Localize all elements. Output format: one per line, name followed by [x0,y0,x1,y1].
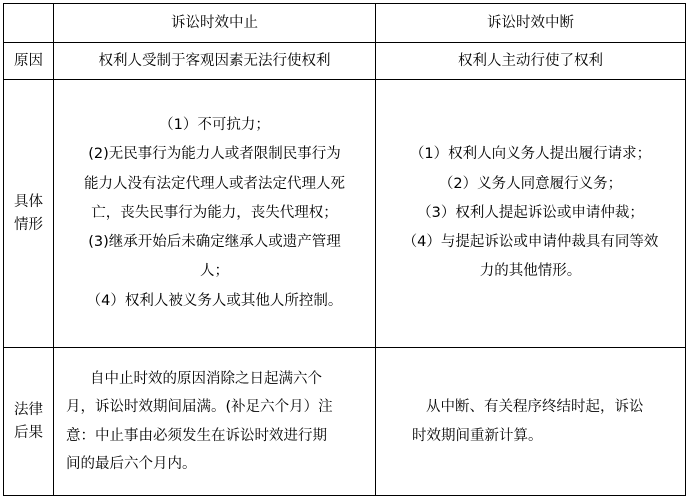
cases-interruption-line: 力的其他情形。 [479,263,582,280]
cases-label [4,80,54,348]
cases-interruption-line: （4）与提起诉讼或申请仲裁具有同等效 [402,234,659,251]
effect-interruption-line: 时效期间重新计算。 [412,427,543,444]
effect-label [4,348,54,496]
effect-suspension-line: 月，诉讼时效期间届满。(补足六个月）注 [66,399,333,416]
effect-interruption [376,348,686,496]
reason-label: 原因 [4,43,54,80]
cases-label-line: 具体 [14,194,43,211]
cases-suspension-line: 人； [200,263,229,280]
cases-suspension-line: （1）不可抗力； [159,117,270,134]
effect-suspension-line: 间的最后六个月内。 [66,455,197,472]
cases-suspension-line: （4）权利人被义务人或其他人所控制。 [86,292,343,309]
effect-label-line: 后果 [14,424,43,441]
header-interruption: 诉讼时效中断 [376,4,686,43]
effect-label-line: 法律 [14,402,43,419]
cases-suspension-line: (3)继承开始后未确定继承人或遗产管理 [88,234,341,251]
cases-suspension-line: (2)无民事行为能力人或者限制民事行为 [88,146,341,163]
cases-interruption [376,80,686,348]
cases-interruption-line: （1）权利人向义务人提出履行请求； [409,146,652,163]
reason-row [4,43,686,80]
effect-row [4,348,686,496]
effect-interruption-line: 从中断、有关程序终结时起，诉讼 [426,399,644,416]
comparison-table [3,3,686,496]
header-blank-cell [4,4,54,43]
effect-suspension-line: 意：中止事由必须发生在诉讼时效进行期 [66,427,327,444]
cases-suspension [54,80,376,348]
effect-suspension-line: 自中止时效的原因消除之日起满六个 [90,370,322,387]
cases-interruption-line: （2）义务人同意履行义务； [438,175,623,192]
cases-row [4,80,686,348]
cases-label-line: 情形 [14,216,43,233]
cases-interruption-line: （3）权利人提起诉讼或申请仲裁； [417,204,644,221]
cases-suspension-line: 亡，丧失民事行为能力，丧失代理权； [91,204,338,221]
header-suspension: 诉讼时效中止 [54,4,376,43]
effect-suspension [54,348,376,496]
cases-suspension-line: 能力人没有法定代理人或者法定代理人死 [84,175,345,192]
reason-suspension: 权利人受制于客观因素无法行使权利 [54,43,376,80]
reason-interruption: 权利人主动行使了权利 [376,43,686,80]
header-row [4,4,686,43]
